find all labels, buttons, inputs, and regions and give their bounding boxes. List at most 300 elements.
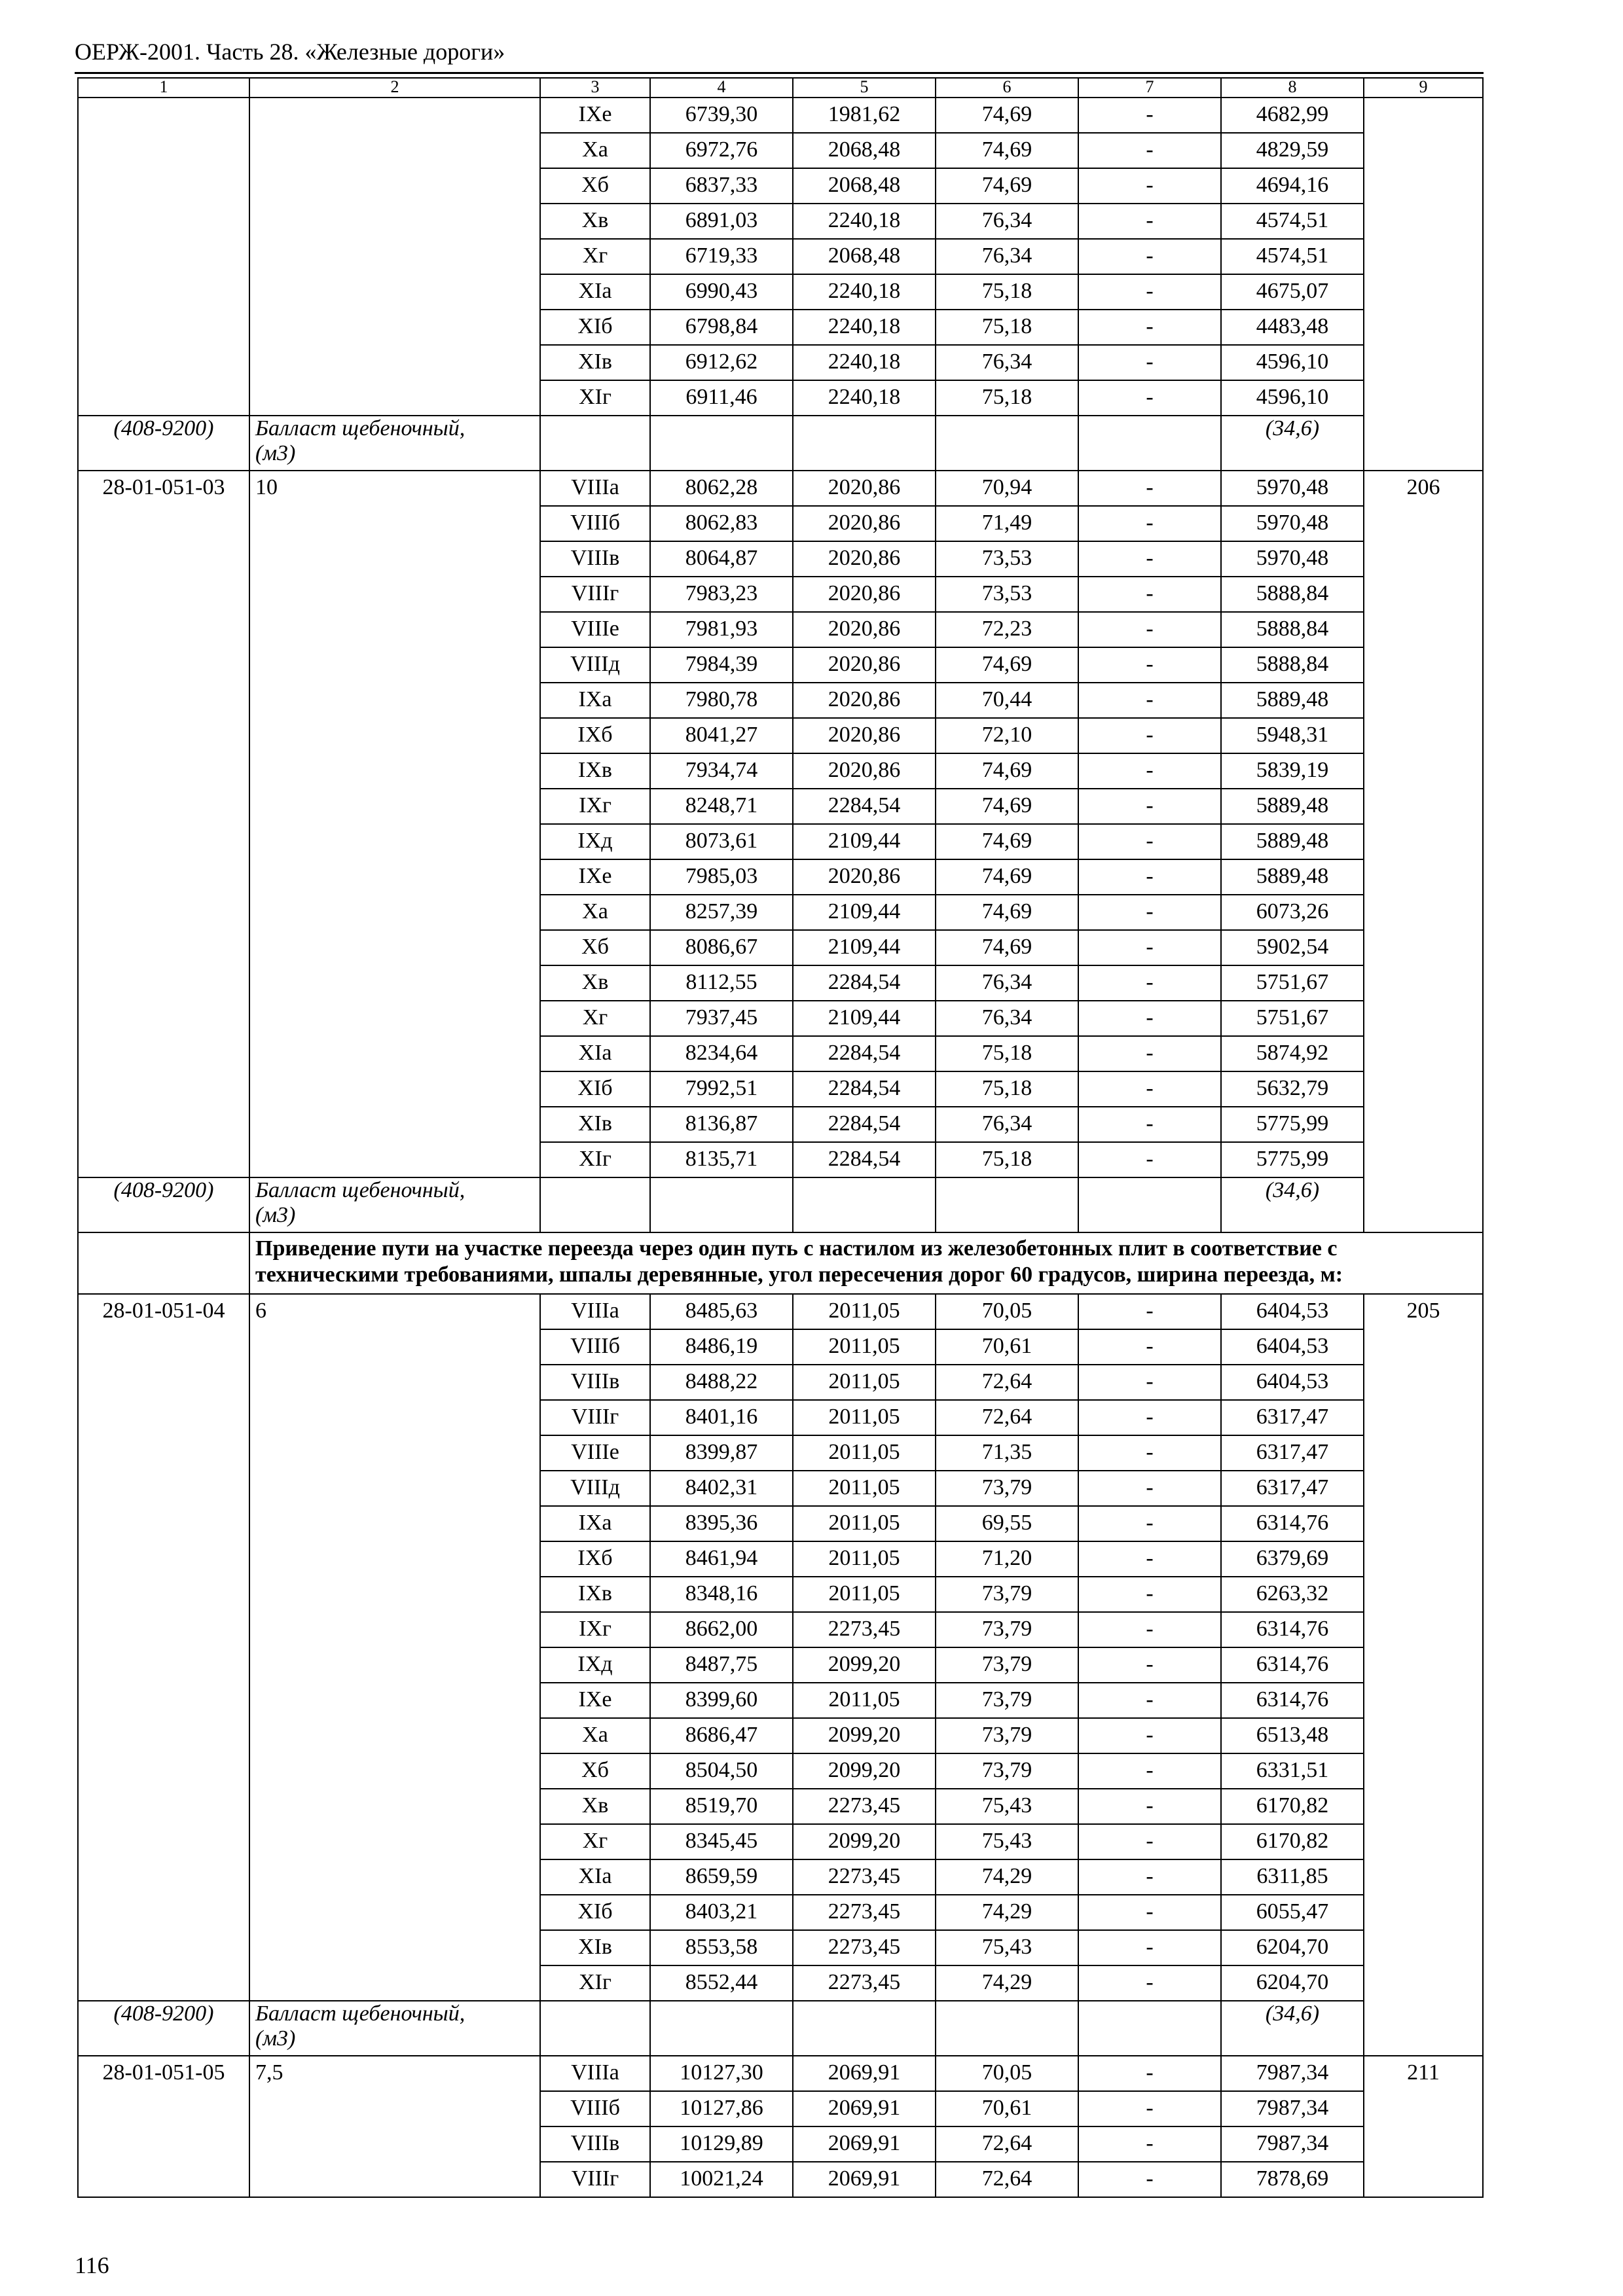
cell-value: -: [1078, 1930, 1221, 1965]
cell-value: 7992,51: [650, 1071, 793, 1107]
cell-value: -: [1078, 204, 1221, 239]
cell-value: 6404,53: [1221, 1294, 1364, 1329]
cell-value: 73,79: [936, 1718, 1078, 1753]
cell-value: -: [1078, 965, 1221, 1001]
cell-value: 6719,33: [650, 239, 793, 274]
table-row: [78, 98, 1483, 133]
cell-value: 6331,51: [1221, 1753, 1364, 1789]
cell-value: 6404,53: [1221, 1329, 1364, 1365]
zone-code: XIб: [540, 310, 650, 345]
cell-value: 73,79: [936, 1683, 1078, 1718]
cell-value: 72,64: [936, 1365, 1078, 1400]
zone-code: VIIIе: [540, 1435, 650, 1471]
empty-cell: [540, 1177, 650, 1232]
cell-value: 2020,86: [793, 541, 936, 577]
cell-value: 73,79: [936, 1647, 1078, 1683]
cell-value: 5948,31: [1221, 718, 1364, 753]
cell-value: 8402,31: [650, 1471, 793, 1506]
position-number: [1364, 98, 1483, 471]
ballast-name: Балласт щебеночный,: [255, 416, 465, 440]
cell-value: -: [1078, 1718, 1221, 1753]
zone-code: IXг: [540, 1612, 650, 1647]
cell-value: 2273,45: [793, 1789, 936, 1824]
cell-value: 5874,92: [1221, 1036, 1364, 1071]
cell-value: 2020,86: [793, 683, 936, 718]
cell-value: 7937,45: [650, 1001, 793, 1036]
cell-value: -: [1078, 1683, 1221, 1718]
zone-code: VIIIа: [540, 1294, 650, 1329]
ballast-quantity: (34,6): [1265, 1178, 1320, 1202]
cell-value: 2099,20: [793, 1824, 936, 1859]
zone-code: Xв: [540, 204, 650, 239]
zone-code: XIг: [540, 380, 650, 416]
column-number: 3: [540, 78, 650, 98]
cell-value: 6170,82: [1221, 1789, 1364, 1824]
cell-value: 74,29: [936, 1895, 1078, 1930]
ballast-quantity: (34,6): [1265, 416, 1320, 440]
cell-value: 2020,86: [793, 647, 936, 683]
cell-value: 8461,94: [650, 1541, 793, 1577]
cell-value: 8403,21: [650, 1895, 793, 1930]
cell-value: -: [1078, 1789, 1221, 1824]
cell-value: 75,18: [936, 1071, 1078, 1107]
cell-value: 74,69: [936, 133, 1078, 168]
cell-value: -: [1078, 824, 1221, 859]
cell-value: 2109,44: [793, 895, 936, 930]
section-title: [249, 1232, 1483, 1294]
cell-value: 2069,91: [793, 2126, 936, 2162]
cell-value: 76,34: [936, 965, 1078, 1001]
cell-value: 2011,05: [793, 1506, 936, 1541]
cell-value: 10127,86: [650, 2091, 793, 2126]
column-number: 7: [1078, 78, 1221, 98]
cell-value: 8504,50: [650, 1753, 793, 1789]
section-title-row: [78, 1232, 1483, 1294]
cell-value: 6311,85: [1221, 1859, 1364, 1895]
cell-value: 8257,39: [650, 895, 793, 930]
cell-value: -: [1078, 1036, 1221, 1071]
cell-value: 69,55: [936, 1506, 1078, 1541]
empty-cell: [936, 1177, 1078, 1232]
cell-value: 10021,24: [650, 2162, 793, 2197]
cell-value: -: [1078, 1071, 1221, 1107]
cell-value: 5902,54: [1221, 930, 1364, 965]
zone-code: Xб: [540, 168, 650, 204]
cell-value: -: [1078, 1612, 1221, 1647]
cell-value: 8086,67: [650, 930, 793, 965]
cell-value: 2284,54: [793, 965, 936, 1001]
empty-cell: [650, 2001, 793, 2056]
zone-code: VIIIв: [540, 1365, 650, 1400]
cell-value: 6379,69: [1221, 1541, 1364, 1577]
zone-code: VIIIг: [540, 1400, 650, 1435]
cell-value: 7983,23: [650, 577, 793, 612]
ballast-name-cell: [249, 416, 540, 471]
empty-cell: [793, 1177, 936, 1232]
empty-cell: [1078, 1177, 1221, 1232]
cell-value: -: [1078, 274, 1221, 310]
cell-value: 8486,19: [650, 1329, 793, 1365]
cell-value: 8112,55: [650, 965, 793, 1001]
cell-value: 2240,18: [793, 345, 936, 380]
cell-value: 2240,18: [793, 274, 936, 310]
cell-value: 5970,48: [1221, 541, 1364, 577]
zone-code: XIб: [540, 1071, 650, 1107]
zone-code: XIа: [540, 274, 650, 310]
empty-cell: [936, 416, 1078, 471]
zone-code: Xб: [540, 930, 650, 965]
table-row: [78, 2056, 1483, 2091]
zone-code: IXг: [540, 789, 650, 824]
cell-value: -: [1078, 1471, 1221, 1506]
empty-cell: [1078, 416, 1221, 471]
cell-value: 2020,86: [793, 612, 936, 647]
cell-value: 71,20: [936, 1541, 1078, 1577]
cell-value: 6263,32: [1221, 1577, 1364, 1612]
cell-value: 5889,48: [1221, 789, 1364, 824]
cell-value: 4596,10: [1221, 345, 1364, 380]
cell-value: 75,43: [936, 1930, 1078, 1965]
cell-value: -: [1078, 1895, 1221, 1930]
zone-code: VIIIг: [540, 2162, 650, 2197]
cell-value: 2069,91: [793, 2091, 936, 2126]
cell-value: 2284,54: [793, 1071, 936, 1107]
cell-value: 6314,76: [1221, 1647, 1364, 1683]
cell-value: 2020,86: [793, 506, 936, 541]
cell-value: 5888,84: [1221, 647, 1364, 683]
cell-value: 5888,84: [1221, 612, 1364, 647]
cell-value: 6204,70: [1221, 1965, 1364, 2001]
zone-code: IXа: [540, 1506, 650, 1541]
ballast-qty-cell: [1221, 1177, 1364, 1232]
cell-value: 76,34: [936, 1001, 1078, 1036]
cell-value: -: [1078, 753, 1221, 789]
zone-code: XIв: [540, 1107, 650, 1142]
cell-value: 74,69: [936, 168, 1078, 204]
cell-value: 74,69: [936, 753, 1078, 789]
cell-value: 8345,45: [650, 1824, 793, 1859]
cell-value: 2020,86: [793, 718, 936, 753]
ballast-code-cell: [78, 1177, 249, 1232]
zone-code: Xг: [540, 239, 650, 274]
cell-value: 72,64: [936, 1400, 1078, 1435]
cell-value: 5889,48: [1221, 824, 1364, 859]
zone-code: Xа: [540, 1718, 650, 1753]
cell-value: 8553,58: [650, 1930, 793, 1965]
cell-value: 2284,54: [793, 1107, 936, 1142]
cell-value: 76,34: [936, 239, 1078, 274]
zone-code: VIIIв: [540, 541, 650, 577]
cell-value: -: [1078, 98, 1221, 133]
zone-code: VIIIг: [540, 577, 650, 612]
cell-value: 76,34: [936, 345, 1078, 380]
zone-code: IXа: [540, 683, 650, 718]
page-header-title: ОЕРЖ-2001. Часть 28. «Железные дороги»: [75, 39, 505, 65]
cell-value: 2011,05: [793, 1294, 936, 1329]
cell-value: 72,23: [936, 612, 1078, 647]
cell-value: 6314,76: [1221, 1612, 1364, 1647]
cell-value: 2099,20: [793, 1718, 936, 1753]
cell-value: 2273,45: [793, 1930, 936, 1965]
ballast-unit: (м3): [255, 441, 296, 465]
zone-code: XIб: [540, 1895, 650, 1930]
cell-value: 70,61: [936, 2091, 1078, 2126]
cell-value: -: [1078, 345, 1221, 380]
cell-value: 8234,64: [650, 1036, 793, 1071]
cell-value: 10127,30: [650, 2056, 793, 2091]
cell-value: 10129,89: [650, 2126, 793, 2162]
cell-value: 2069,91: [793, 2162, 936, 2197]
cell-value: 7984,39: [650, 647, 793, 683]
cell-value: 74,29: [936, 1965, 1078, 2001]
zone-code: XIг: [540, 1142, 650, 1177]
zone-code: Xб: [540, 1753, 650, 1789]
cell-value: -: [1078, 471, 1221, 506]
column-number: 2: [249, 78, 540, 98]
cell-value: -: [1078, 1294, 1221, 1329]
zone-code: IXб: [540, 718, 650, 753]
zone-code: VIIIа: [540, 2056, 650, 2091]
cell-value: -: [1078, 1107, 1221, 1142]
zone-code: IXе: [540, 98, 650, 133]
cell-value: 7980,78: [650, 683, 793, 718]
zone-code: VIIIд: [540, 647, 650, 683]
page-number: 116: [75, 2252, 109, 2278]
ballast-row: [78, 1177, 1483, 1232]
cell-value: 2069,91: [793, 2056, 936, 2091]
empty-cell: [540, 2001, 650, 2056]
cell-value: 4675,07: [1221, 274, 1364, 310]
cell-value: -: [1078, 2126, 1221, 2162]
cell-value: 8659,59: [650, 1859, 793, 1895]
cell-value: 6314,76: [1221, 1506, 1364, 1541]
cell-value: 5775,99: [1221, 1107, 1364, 1142]
table-body: [78, 78, 1483, 2197]
zone-code: XIв: [540, 345, 650, 380]
cell-value: -: [1078, 2162, 1221, 2197]
cell-value: 6798,84: [650, 310, 793, 345]
cell-value: -: [1078, 2091, 1221, 2126]
cell-value: 6891,03: [650, 204, 793, 239]
cell-value: 7987,34: [1221, 2126, 1364, 2162]
zone-code: XIа: [540, 1859, 650, 1895]
cell-value: 2011,05: [793, 1400, 936, 1435]
cell-value: 8488,22: [650, 1365, 793, 1400]
cell-value: 6317,47: [1221, 1471, 1364, 1506]
cell-value: -: [1078, 718, 1221, 753]
cell-value: 8401,16: [650, 1400, 793, 1435]
cell-value: 6972,76: [650, 133, 793, 168]
cell-value: -: [1078, 1577, 1221, 1612]
ballast-code: (408-9200): [113, 2001, 214, 2026]
cell-value: 6055,47: [1221, 1895, 1364, 1930]
cell-value: 73,53: [936, 541, 1078, 577]
cell-value: 2020,86: [793, 577, 936, 612]
cell-value: 72,64: [936, 2162, 1078, 2197]
cell-value: 2020,86: [793, 471, 936, 506]
empty-cell: [793, 2001, 936, 2056]
cell-value: 5970,48: [1221, 471, 1364, 506]
ballast-qty-cell: [1221, 416, 1364, 471]
cell-value: 76,34: [936, 204, 1078, 239]
cell-value: 2240,18: [793, 380, 936, 416]
zone-code: Xа: [540, 895, 650, 930]
cell-value: 6317,47: [1221, 1400, 1364, 1435]
cell-value: 5889,48: [1221, 859, 1364, 895]
cell-value: -: [1078, 683, 1221, 718]
ballast-unit: (м3): [255, 2026, 296, 2051]
cell-value: 4596,10: [1221, 380, 1364, 416]
cell-value: -: [1078, 1142, 1221, 1177]
cell-value: 75,18: [936, 310, 1078, 345]
cell-value: 75,43: [936, 1789, 1078, 1824]
zone-code: Xв: [540, 965, 650, 1001]
cell-value: 4574,51: [1221, 239, 1364, 274]
cell-value: 6314,76: [1221, 1683, 1364, 1718]
zone-code: XIа: [540, 1036, 650, 1071]
ballast-code-cell: [78, 416, 249, 471]
cell-value: 2273,45: [793, 1612, 936, 1647]
cell-value: -: [1078, 1859, 1221, 1895]
ballast-name: Балласт щебеночный,: [255, 2001, 465, 2026]
cell-value: 73,79: [936, 1471, 1078, 1506]
ballast-code-cell: [78, 2001, 249, 2056]
cell-value: -: [1078, 577, 1221, 612]
cell-value: 5751,67: [1221, 965, 1364, 1001]
zone-code: IXе: [540, 859, 650, 895]
cell-value: -: [1078, 1400, 1221, 1435]
ballast-code: (408-9200): [113, 1178, 214, 1202]
cell-value: 7987,34: [1221, 2056, 1364, 2091]
zone-code: VIIIб: [540, 2091, 650, 2126]
cell-value: 75,18: [936, 1036, 1078, 1071]
cell-value: -: [1078, 647, 1221, 683]
rate-parameter: 10: [249, 471, 540, 1177]
cell-value: 2011,05: [793, 1435, 936, 1471]
zone-code: VIIIд: [540, 1471, 650, 1506]
zone-code: IXв: [540, 753, 650, 789]
cell-value: 75,18: [936, 1142, 1078, 1177]
cell-value: 5889,48: [1221, 683, 1364, 718]
rate-code: 28-01-051-04: [78, 1294, 249, 2001]
cell-value: -: [1078, 1753, 1221, 1789]
section-title-line: Приведение пути на участке переезда через один путь с настилом из железобетонных плит в соответствие с: [255, 1236, 1338, 1261]
cell-value: 6513,48: [1221, 1718, 1364, 1753]
zone-code: IXе: [540, 1683, 650, 1718]
cell-value: 74,69: [936, 98, 1078, 133]
cell-value: 6912,62: [650, 345, 793, 380]
cell-value: -: [1078, 168, 1221, 204]
section-title-line: техническими требованиями, шпалы деревянные, угол пересечения дорог 60 градусов, ширина переезда, м:: [255, 1263, 1343, 1287]
cell-value: 2068,48: [793, 239, 936, 274]
cell-value: -: [1078, 133, 1221, 168]
cell-value: 74,69: [936, 647, 1078, 683]
cell-value: -: [1078, 1001, 1221, 1036]
cell-value: 2011,05: [793, 1365, 936, 1400]
column-number: 6: [936, 78, 1078, 98]
rate-parameter: [249, 98, 540, 416]
ballast-quantity: (34,6): [1265, 2001, 1320, 2026]
zone-code: XIг: [540, 1965, 650, 2001]
cell-value: 70,44: [936, 683, 1078, 718]
ballast-name-cell: [249, 1177, 540, 1232]
cell-value: 2273,45: [793, 1859, 936, 1895]
empty-cell: [1078, 2001, 1221, 2056]
cell-value: 8073,61: [650, 824, 793, 859]
table-row: [78, 1294, 1483, 1329]
rate-parameter: 7,5: [249, 2056, 540, 2197]
cell-value: 2240,18: [793, 310, 936, 345]
position-number: 211: [1364, 2056, 1483, 2197]
empty-cell: [936, 2001, 1078, 2056]
cell-value: 8348,16: [650, 1577, 793, 1612]
cell-value: 5839,19: [1221, 753, 1364, 789]
cell-value: 2109,44: [793, 824, 936, 859]
cell-value: 8686,47: [650, 1718, 793, 1753]
cell-value: 74,69: [936, 789, 1078, 824]
ballast-row: [78, 2001, 1483, 2056]
cell-value: -: [1078, 1824, 1221, 1859]
cell-value: 1981,62: [793, 98, 936, 133]
cell-value: 71,49: [936, 506, 1078, 541]
cell-value: 2284,54: [793, 1036, 936, 1071]
cell-value: 73,79: [936, 1612, 1078, 1647]
section-title-blank: [78, 1232, 249, 1294]
cell-value: 5751,67: [1221, 1001, 1364, 1036]
cell-value: 74,69: [936, 824, 1078, 859]
cell-value: 2068,48: [793, 168, 936, 204]
cell-value: 6990,43: [650, 274, 793, 310]
cell-value: -: [1078, 1365, 1221, 1400]
cell-value: 8064,87: [650, 541, 793, 577]
cell-value: 7878,69: [1221, 2162, 1364, 2197]
cell-value: 7987,34: [1221, 2091, 1364, 2126]
cell-value: 7934,74: [650, 753, 793, 789]
cell-value: 6911,46: [650, 380, 793, 416]
ballast-unit: (м3): [255, 1203, 296, 1227]
cell-value: 8519,70: [650, 1789, 793, 1824]
zone-code: VIIIв: [540, 2126, 650, 2162]
cell-value: 2011,05: [793, 1329, 936, 1365]
zone-code: IXв: [540, 1577, 650, 1612]
cell-value: 73,79: [936, 1753, 1078, 1789]
cell-value: -: [1078, 2056, 1221, 2091]
zone-code: Xг: [540, 1001, 650, 1036]
cell-value: 2273,45: [793, 1965, 936, 2001]
cell-value: -: [1078, 1541, 1221, 1577]
cell-value: -: [1078, 1965, 1221, 2001]
ballast-code: (408-9200): [113, 416, 214, 440]
cell-value: 6739,30: [650, 98, 793, 133]
cell-value: 2240,18: [793, 204, 936, 239]
cell-value: 8135,71: [650, 1142, 793, 1177]
empty-cell: [793, 416, 936, 471]
position-number: 206: [1364, 471, 1483, 1232]
cell-value: 74,29: [936, 1859, 1078, 1895]
cell-value: 6317,47: [1221, 1435, 1364, 1471]
zone-code: Xв: [540, 1789, 650, 1824]
column-number: 8: [1221, 78, 1364, 98]
empty-cell: [540, 416, 650, 471]
column-number: 5: [793, 78, 936, 98]
cell-value: 2011,05: [793, 1541, 936, 1577]
cell-value: 2011,05: [793, 1471, 936, 1506]
zone-code: VIIIа: [540, 471, 650, 506]
cell-value: 8399,87: [650, 1435, 793, 1471]
empty-cell: [650, 416, 793, 471]
cell-value: 2273,45: [793, 1895, 936, 1930]
ballast-name-cell: [249, 2001, 540, 2056]
